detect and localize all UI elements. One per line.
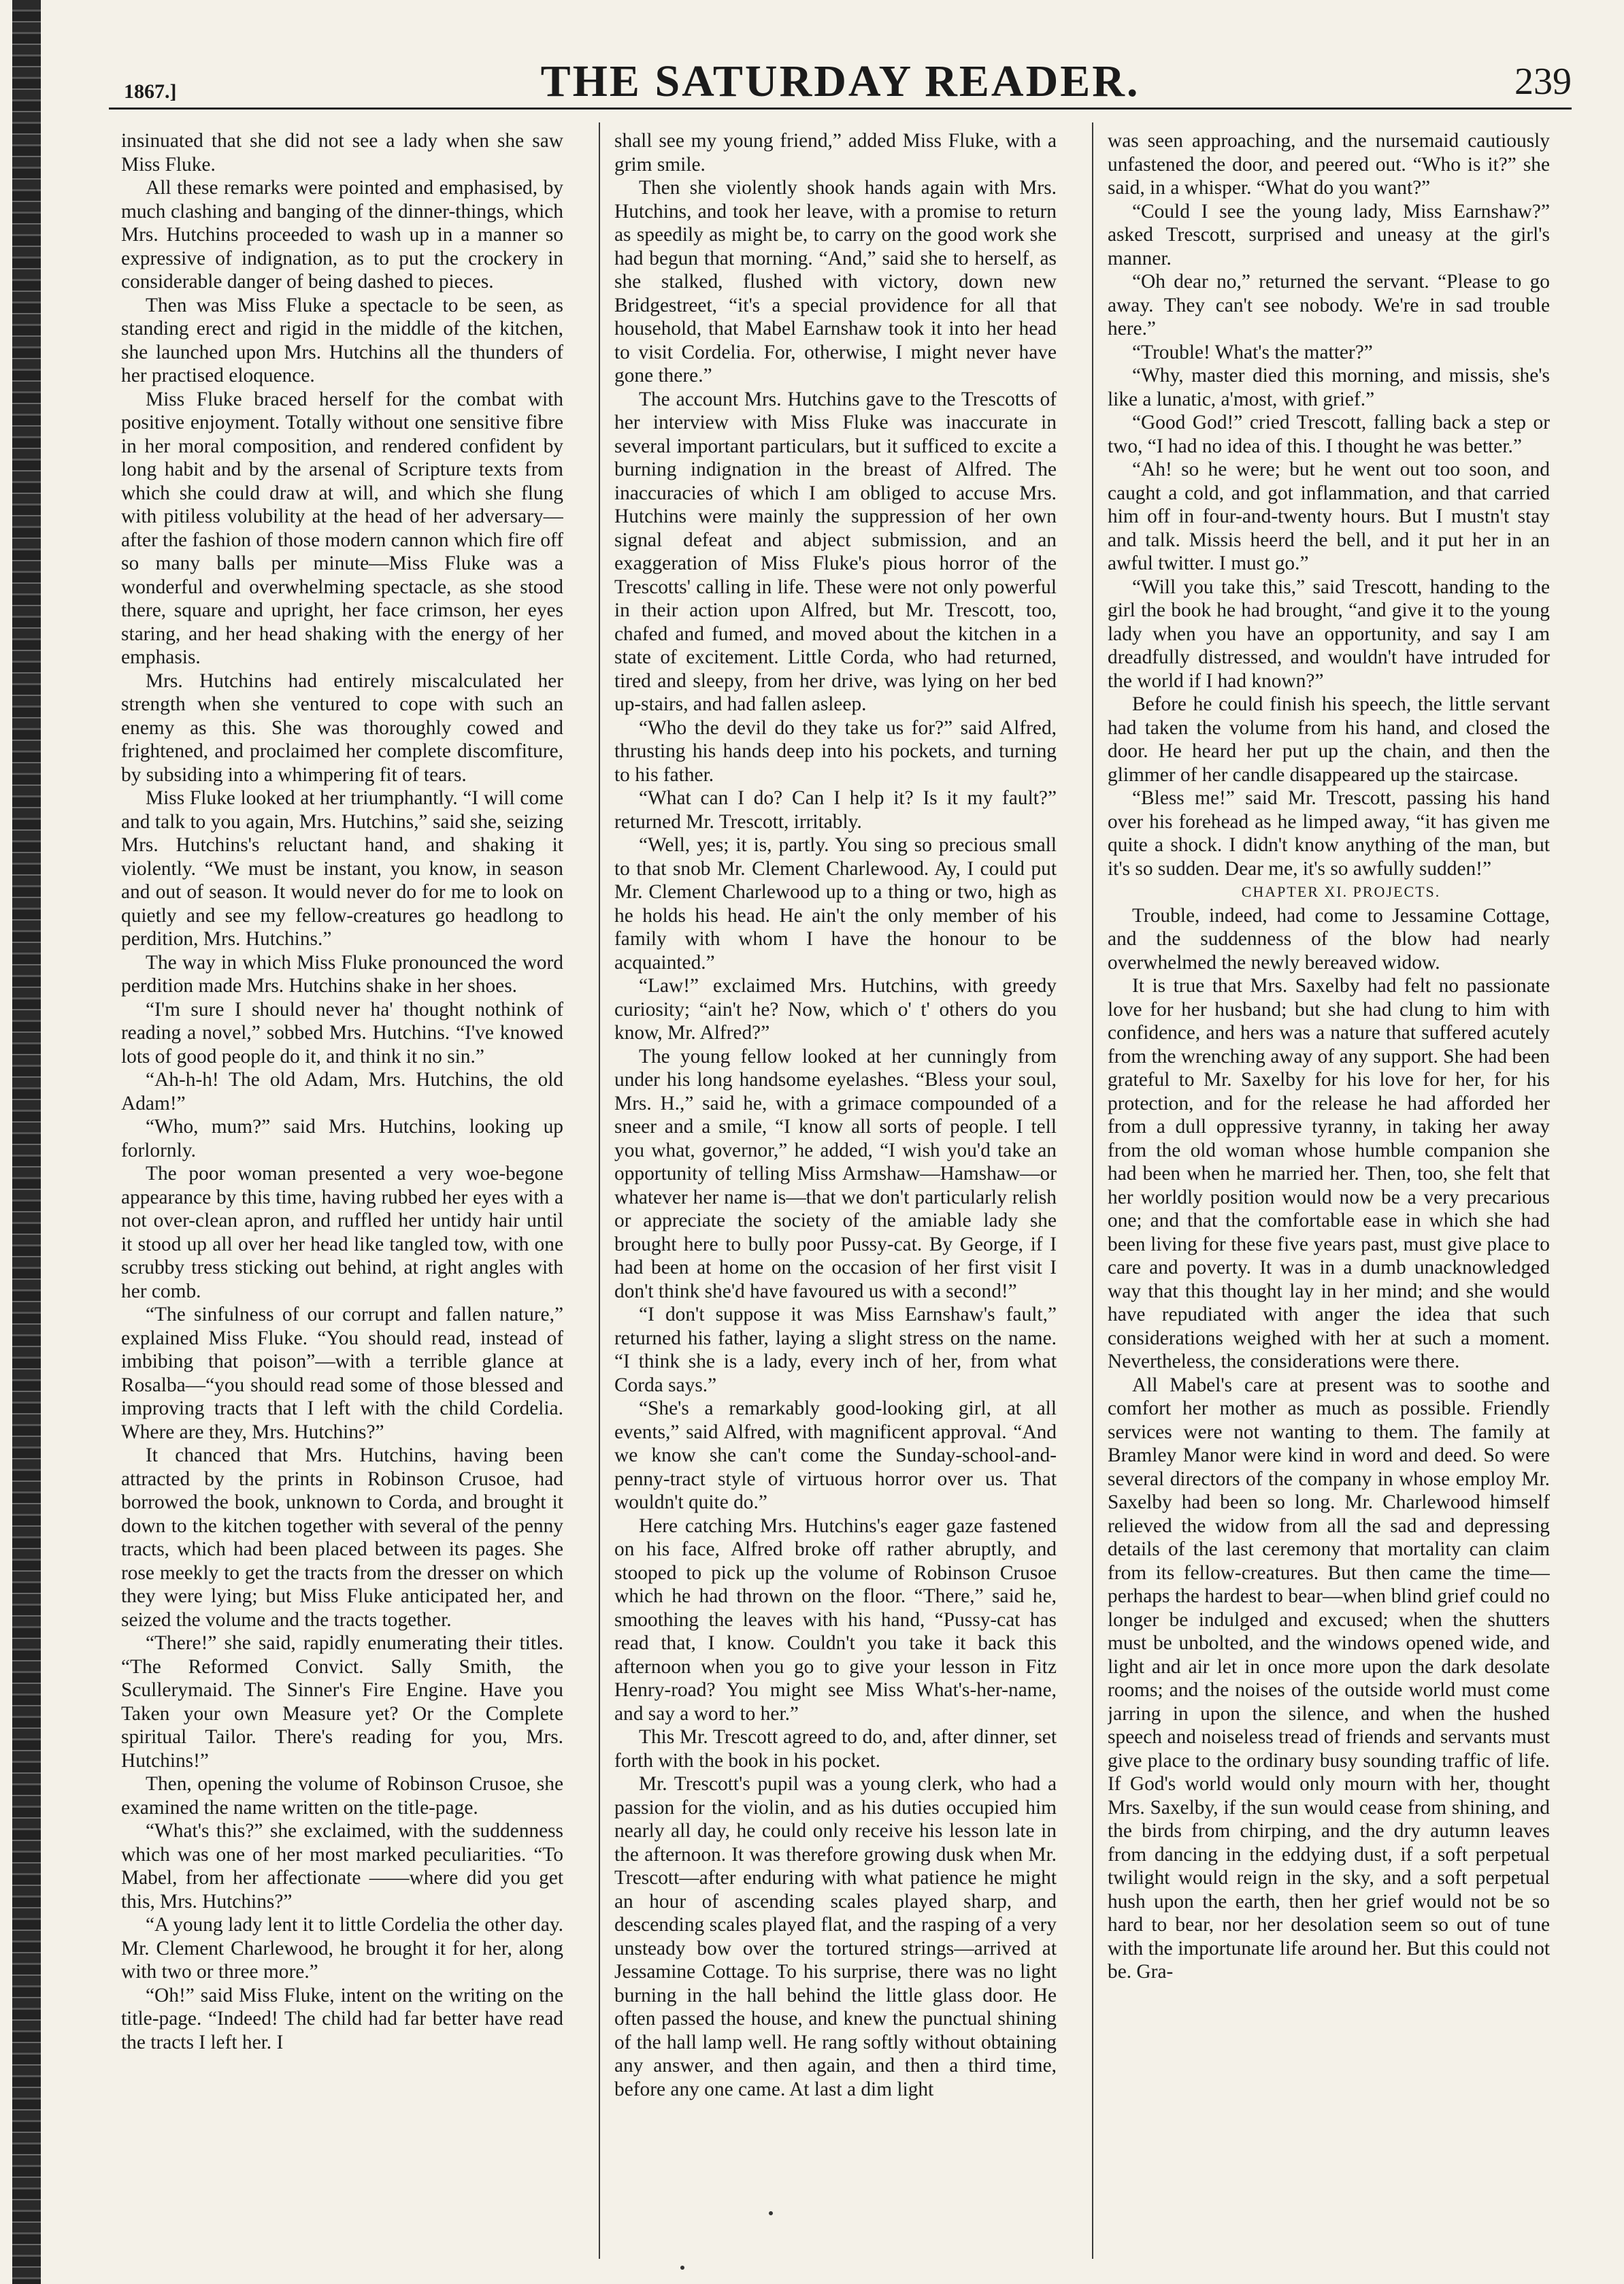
paragraph: “There!” she said, rapidly enumerating their titles. “The Reformed Convict. Sally Smith, the Scullerymaid. The Sinner's Fire Engine. Have you Taken your own Measure yet? Or the Complete spiritual Tailor. There's reading for you, Mrs. Hutchins!” [121, 1632, 563, 1772]
paragraph: The poor woman presented a very woe-begone appearance by this time, having rubbed her eyes with a not over-clean apron, and ruffled her untidy hair until it stood up all over her head like tangled tow, with one scrubby tress sticking out behind, at right angles with her comb. [121, 1163, 563, 1302]
text-column-3 [1108, 129, 1550, 2255]
paragraph: Trouble, indeed, had come to Jessamine Cottage, and the suddenness of the blow had nearly overwhelmed the newly bereaved widow. [1108, 904, 1550, 974]
paragraph: “Could I see the young lady, Miss Earnshaw?” asked Trescott, surprised and uneasy at the girl's manner. [1108, 200, 1550, 269]
paragraph: “The sinfulness of our corrupt and fallen nature,” explained Miss Fluke. “You should read, instead of imbibing that poison”—with a terrible glance at Rosalba—“you should read some of those blessed and improving tracts that I left with the child Cordelia. Where are they, Mrs. Hutchins?” [121, 1304, 563, 1443]
paragraph: This Mr. Trescott agreed to do, and, after dinner, set forth with the book in his pocket. [614, 1726, 1057, 1772]
paragraph: Mrs. Hutchins had entirely miscalculated her strength when she ventured to cope with such an enemy as this. She was thoroughly cowed and frightened, and proclaimed her complete discomfiture, by subsiding into a whimpering fit of tears. [121, 669, 563, 786]
paragraph: Then, opening the volume of Robinson Crusoe, she examined the name written on the title-page. [121, 1773, 563, 1819]
paragraph: Miss Fluke braced herself for the combat with positive enjoyment. Totally without one sensitive fibre in her moral composition, and rendered confident by long habit and by the arsenal of Scripture texts from which she could draw at will, and which she flung with pitiless volubility at the head of her adversary—after the fashion of those modern cannon which fire off so many balls per minute—Miss Fluke was a wonderful and overwhelming spectacle, as she stood there, square and upright, her face crimson, her eyes staring, and her head shaking with the energy of her emphasis. [121, 388, 563, 668]
paragraph: The account Mrs. Hutchins gave to the Trescotts of her interview with Miss Fluke was inaccurate in several important particulars, but it sufficed to excite a burning indignation in the breast of Alfred. The inaccuracies of which I am obliged to accuse Mrs. Hutchins were mainly the suppression of her own signal defeat and abject submission, and an exaggeration of Miss Fluke's pious horror of the Trescotts' calling in life. These were not only powerful in their action upon Alfred, but Mr. Trescott, too, chafed and fumed, and moved about the kitchen in a state of excitement. Little Corda, who had returned, tired and sleepy, from her drive, was lying on her bed up-stairs, and had fallen asleep. [614, 388, 1057, 715]
paragraph: “Will you take this,” said Trescott, handing to the girl the book he had brought, “and give it to the young lady when you have an opportunity, and say I am dreadfully distressed, and wouldn't have intruded for the world if I had known?” [1108, 576, 1550, 692]
print-speck [769, 2211, 773, 2215]
page-header [109, 53, 1572, 110]
paragraph: All Mabel's care at present was to soothe and comfort her mother as much as possible. Friendly services were not wanting to them. The family at Bramley Manor were kind in word and deed. So were several directors of the company in whose employ Mr. Saxelby had been so long. Mr. Charlewood himself relieved the widow from all the sad and depressing details of the last ceremony that mortality can claim from its fellow-creatures. But then came the time—perhaps the hardest to bear—when blind grief could no longer be indulged and excused; when the shutters must be unbolted, and the windows opened wide, and light and air let in once more upon the dark desolate rooms; and the noises of the outside world must come jarring in upon the silence, and when the hushed speech and noiseless tread of friends and servants must give place to the ordinary busy sounding traffic of life. If God's world would only mourn with her, thought Mrs. Saxelby, if the sun would cease from shining, and the birds from chirping, and the dry autumn leaves from dancing in the eddying dust, if a soft perpetual twilight would reign in the sky, and a soft perpetual hush upon the earth, then her grief would not be so hard to bear, nor her desolation seem so out of tune with the importunate life around her. But this could not be. Gra- [1108, 1374, 1550, 1983]
masthead-title: THE SATURDAY READER. [540, 56, 1140, 106]
paragraph: It is true that Mrs. Saxelby had felt no passionate love for her husband; but she had clung to him with confidence, and hers was a nature that suffered acutely from the wrenching away of any support. She had been grateful to Mr. Saxelby for his love for her, for his protection, and for the release he had afforded her from a dull oppressive tyranny, in taking her away from the old woman whose humble companion she had been when he married her. Then, too, she felt that her worldly position would now be a very precarious one; and that the comfortable ease in which she had been living for these five years past, must give place to care and poverty. It was in a dumb unacknowledged way that this thought lay in her mind; and she would have repudiated with anger the idea that such considerations weighed with her at such a moment. Nevertheless, the considerations were there. [1108, 975, 1550, 1372]
paragraph: Then was Miss Fluke a spectacle to be seen, as standing erect and rigid in the middle of the kitchen, she launched upon Mrs. Hutchins all the thunders of her practised eloquence. [121, 294, 563, 386]
paragraph: Here catching Mrs. Hutchins's eager gaze fastened on his face, Alfred broke off rather abruptly, and stooped to pick up the volume of Robinson Crusoe which he had thrown on the floor. “There,” said he, smoothing the leaves with his hand, “Pussy-cat has read that, I know. Couldn't you take it back this afternoon when you go to give your lesson in Fitz Henry-road? You might see Miss What's-her-name, and say a word to her.” [614, 1515, 1057, 1725]
paragraph: “Who the devil do they take us for?” said Alfred, thrusting his hands deep into his pockets, and turning to his father. [614, 716, 1057, 786]
paragraph: “Good God!” cried Trescott, falling back a step or two, “I had no idea of this. I thought he was better.” [1108, 412, 1550, 457]
paragraph: Before he could finish his speech, the little servant had taken the volume from his hand, and closed the door. He heard her put up the chain, and then the glimmer of her candle disappeared up the staircase. [1108, 693, 1550, 786]
paragraph: “Ah-h-h! The old Adam, Mrs. Hutchins, the old Adam!” [121, 1069, 563, 1114]
paragraph: “Ah! so he were; but he went out too soon, and caught a cold, and got inflammation, and that carried him off in four-and-twenty hours. But I mustn't stay and talk. Missis heerd the bell, and it put her in an awful twitter. I must go.” [1108, 459, 1550, 574]
paragraph: “Well, yes; it is, partly. You sing so precious small to that snob Mr. Clement Charlewood. Ay, I could put Mr. Clement Charlewood up to a thing or two, high as he holds his head. He ain't the only member of his family with whom I have the honour to be acquainted.” [614, 834, 1057, 974]
paragraph: It chanced that Mrs. Hutchins, having been attracted by the prints in Robinson Crusoe, had borrowed the book, unknown to Corda, and brought it down to the kitchen together with several of the penny tracts, which had been placed between its pages. She rose meekly to get the tracts from the dresser on which they were lying; but Miss Fluke anticipated her, and seized the volume and the tracts together. [121, 1444, 563, 1631]
paragraph: “She's a remarkably good-looking girl, at all events,” said Alfred, with magnificent approval. “And we know she can't come the Sunday-school-and-penny-tract style of virtuous horror over us. That wouldn't quite do.” [614, 1397, 1057, 1513]
paragraph: “What's this?” she exclaimed, with the suddenness which was one of her most marked peculiarities. “To Mabel, from her affectionate ——where did you get this, Mrs. Hutchins?” [121, 1820, 563, 1913]
paragraph: “I'm sure I should never ha' thought nothink of reading a novel,” sobbed Mrs. Hutchins. “I've knowed lots of good people do it, and think it no sin.” [121, 998, 563, 1067]
paragraph: “I don't suppose it was Miss Earnshaw's fault,” returned his father, laying a slight stress on the name. “I think she is a lady, every inch of her, from what Corda says.” [614, 1304, 1057, 1396]
paragraph: The young fellow looked at her cunningly from under his long handsome eyelashes. “Bless your soul, Mrs. H.,” said he, with a grimace compounded of a sneer and a smile, “I know all sorts of people. I tell you what, governor,” he added, “I wish you'd take an opportunity of telling Miss Armshaw—Hamshaw—or whatever her name is—that we don't particularly relish or appreciate the society of the amiable lady she brought here to bully poor Pussy-cat. By George, if I had been at home on the occasion of her first visit I don't think she'd have favoured us with a second!” [614, 1045, 1057, 1302]
paragraph: Then she violently shook hands again with Mrs. Hutchins, and took her leave, with a promise to return as speedily as might be, to carry on the good work she had begun that morning. “And,” said she to herself, as she stalked, flushed with victory, down new Bridgestreet, “it's a special providence for all that household, that Mabel Earnshaw took it into her head to visit Cordelia. For, otherwise, I might never have gone there.” [614, 177, 1057, 386]
paragraph: “Trouble! What's the matter?” [1132, 341, 1373, 363]
binding-spine [12, 0, 41, 2284]
paragraph: “Oh dear no,” returned the servant. “Please to go away. They can't see nobody. We're in sad trouble here.” [1108, 271, 1550, 340]
paragraph: “Why, master died this morning, and missis, she's like a lunatic, a'most, with grief.” [1108, 365, 1550, 410]
paragraph: “Who, mum?” said Mrs. Hutchins, looking up forlornly. [121, 1116, 563, 1161]
paragraph: The way in which Miss Fluke pronounced the word perdition made Mrs. Hutchins shake in her shoes. [121, 951, 563, 997]
paragraph: Mr. Trescott's pupil was a young clerk, who had a passion for the violin, and as his duties occupied him nearly all day, he could only receive his lesson late in the afternoon. It was therefore growing dusk when Mr. Trescott—after enduring with what patience he might an hour of ascending scales played sharp, and descending scales played flat, and the rasping of a very unsteady bow over the tortured strings—arrived at Jessamine Cottage. To his surprise, there was no light burning in the hall behind the little glass door. He often passed the house, and knew the punctual shining of the hall lamp well. He rang softly without obtaining any answer, and then again, and then a third time, before any one came. At last a dim light [614, 1773, 1057, 2100]
paragraph: Miss Fluke looked at her triumphantly. “I will come and talk to you again, Mrs. Hutchins,” said she, seizing Mrs. Hutchins's reluctant hand, and shaking it violently. “We must be instant, you know, in season and out of season. It would never do for me to look on quietly and see my fellow-creatures go headlong to perdition, Mrs. Hutchins.” [121, 787, 563, 950]
print-speck [680, 2266, 684, 2270]
chapter-heading: CHAPTER XI. PROJECTS. [1241, 883, 1441, 900]
paragraph: “A young lady lent it to little Cordelia the other day. Mr. Clement Charlewood, he brought it for her, along with two or three more.” [121, 1914, 563, 1983]
page-number: 239 [1514, 61, 1572, 103]
paragraph: “What can I do? Can I help it? Is it my fault?” returned Mr. Trescott, irritably. [614, 787, 1057, 833]
paragraph: “Law!” exclaimed Mrs. Hutchins, with greedy curiosity; “ain't he? Now, which o' t' others do you know, Mr. Alfred?” [614, 975, 1057, 1044]
text-column-2 [614, 129, 1057, 2255]
issue-year: 1867.] [124, 80, 177, 103]
text-column-1 [121, 129, 563, 2255]
paragraph: insinuated that she did not see a lady when she saw Miss Fluke. [121, 130, 563, 176]
column-rule [1092, 122, 1093, 2259]
paragraph: All these remarks were pointed and emphasised, by much clashing and banging of the dinner-things, which Mrs. Hutchins proceeded to wash up in a manner so expressive of indignation, as to put the crockery in considerable danger of being dashed to pieces. [121, 177, 563, 293]
paragraph: “Oh!” said Miss Fluke, intent on the writing on the title-page. “Indeed! The child had far better have read the tracts I left her. I [121, 1984, 563, 2053]
paragraph: shall see my young friend,” added Miss Fluke, with a grim smile. [614, 130, 1057, 176]
paragraph: was seen approaching, and the nursemaid cautiously unfastened the door, and peered out. “Who is it?” she said, in a whisper. “What do you want?” [1108, 130, 1550, 199]
paragraph: “Bless me!” said Mr. Trescott, passing his hand over his forehead as he limped away, “it has given me quite a shock. I didn't know anything of the man, but it's so sudden. Dear me, it's so awfully sudden!” [1108, 787, 1550, 880]
column-rule [599, 122, 600, 2259]
